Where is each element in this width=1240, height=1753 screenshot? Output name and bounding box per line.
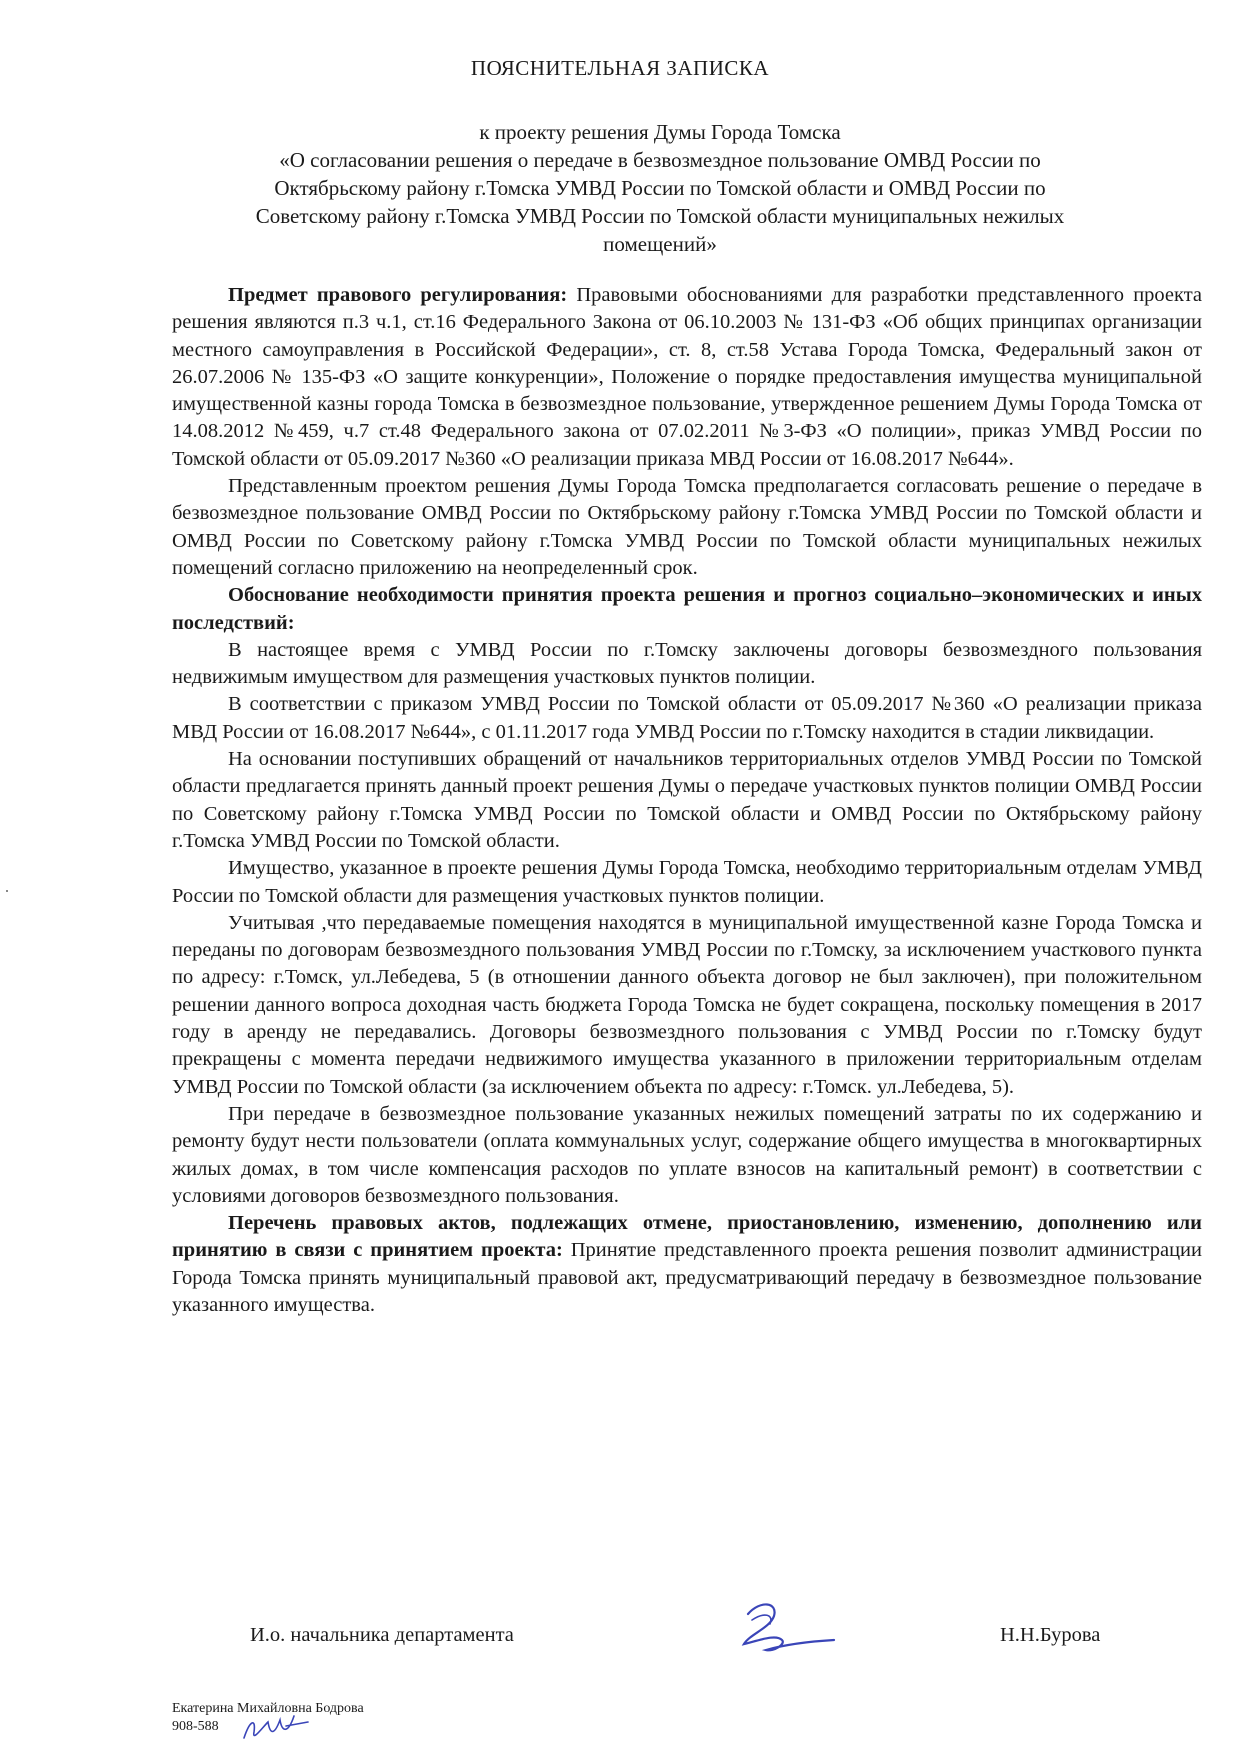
scan-artifact-dot [6, 890, 8, 892]
document-title: ПОЯСНИТЕЛЬНАЯ ЗАПИСКА [470, 56, 770, 80]
heading-legal-acts: Перечень правовых актов, подлежащих отмене, приостановлению, изменению, дополнению или принятию в связи с принятием проекта: [172, 1212, 1202, 1262]
handwritten-signature-icon [730, 1594, 840, 1658]
document-subtitle [195, 118, 1125, 258]
executor-name: Екатерина Михайловна Бодрова [172, 1701, 364, 1716]
paragraph-current-contracts: В настоящее время с УМВД России по г.Томску заключены договоры безвозмездного пользования недвижимым имуществом для размещения участковых пунктов полиции. [172, 638, 1202, 689]
subtitle-line-1: к проекту решения Думы Города Томска [479, 120, 841, 144]
heading-justification [172, 582, 1202, 637]
signature-name: Н.Н.Бурова [1000, 1624, 1101, 1646]
text-regulation-subject: Правовыми обоснованиями для разработки представленного проекта решения являются п.3 ч.1, ст.16 Федерального Закона от 06.10.2003 № 131-ФЗ «Об общих принципах организации местного самоуправления в Российской Федерации», ст. 8, ст.58 Устава Города Томска, Федеральный закон от 26.07.2006 № 135-ФЗ «О защите конкуренции», Положение о порядке предоставления имущества муниципальной имущественной казны города Томска в безвозмездное пользование, утвержденное решением Думы Города Томска от 14.08.2012 №459, ч.7 ст.48 Федерального закона от 07.02.2011 №3-ФЗ «О полиции», приказ УМВД России по Томской области от 05.09.2017 №360 «О реализации приказа МВД России от 16.08.2017 №644». [172, 284, 1203, 470]
paragraph-liquidation: В соответствии с приказом УМВД России по Томской области от 05.09.2017 №360 «О реализации приказа МВД России от 16.08.2017 №644», с 01.11.2017 года УМВД России по г.Томску находится в стадии ликвидации. [172, 693, 1202, 743]
paragraph-maintenance: При передаче в безвозмездное пользование указанных нежилых помещений затраты по их содержанию и ремонту будут нести пользователи (оплата коммунальных услуг, содержание общего имущества в многоквартирных жилых домах, в том числе компенсация расходов по уплате взносов на капитальный ремонт) в соответствии с условиями договоров безвозмездного пользования. [172, 1102, 1202, 1207]
subtitle-line-3: Октябрьскому району г.Томска УМВД России по Томской области и ОМВД России по [274, 176, 1046, 200]
executor-signature-icon [238, 1708, 318, 1748]
text-legal-acts: Принятие представленного проекта решения позволит администрации Города Томска принять муниципальный правовой акт, предусматривающий передачу в безвозмездное пользование указанного имущества. [172, 1239, 1202, 1316]
paragraph-legal-acts [172, 1210, 1202, 1319]
subtitle-line-5: помещений» [603, 232, 717, 256]
paragraph-property-need: Имущество, указанное в проекте решения Думы Города Томска, необходимо территориальным отделам УМВД России по Томской области для размещения участковых пунктов полиции. [172, 857, 1202, 907]
executor-phone: 908-588 [172, 1719, 219, 1734]
subtitle-line-2: «О согласовании решения о передаче в безвозмездное пользование ОМВД России по [279, 148, 1041, 172]
signature-role: И.о. начальника департамента [250, 1624, 514, 1646]
heading-justification-text: Обоснование необходимости принятия проекта решения и прогноз социально–экономических и иных последствий: [172, 584, 1202, 634]
paragraph-project-purpose: Представленным проектом решения Думы Города Томска предполагается согласовать решение о передаче в безвозмездное пользование ОМВД России по Октябрьскому району г.Томска УМВД России по Томской области и ОМВД России по Советскому району г.Томска УМВД России по Томской области муниципальных нежилых помещений согласно приложению на неопределенный срок. [172, 475, 1202, 579]
document-body [172, 282, 1202, 1319]
paragraph-requests: На основании поступивших обращений от начальников территориальных отделов УМВД России по Томской области предлагается принять данный проект решения Думы о передаче участковых пунктов полиции ОМВД России по Советскому району г.Томска УМВД России по Томской области и ОМВД России по Октябрьскому району г.Томска УМВД России по Томской области. [172, 748, 1202, 852]
paragraph-regulation-subject [172, 282, 1202, 473]
paragraph-budget-impact: Учитывая ,что передаваемые помещения находятся в муниципальной имущественной казне Города Томска и переданы по договорам безвозмездного пользования УМВД России по г.Томску, за исключением участкового пункта по адресу: г.Томск, ул.Лебедева, 5 (в отношении данного объекта договор не был заключен), при положительном решении данного вопроса доходная часть бюджета Города Томска не будет сокращена, поскольку помещения в 2017 году в аренду не передавались. Договоры безвозмездного пользования с УМВД России по г.Томску будут прекращены с момента передачи недвижимого имущества указанного в приложении территориальным отделам УМВД России по Томской области (за исключением объекта по адресу: г.Томск. ул.Лебедева, 5). [172, 911, 1202, 1098]
subtitle-line-4: Советскому району г.Томска УМВД России по Томской области муниципальных нежилых [255, 204, 1065, 228]
heading-regulation-subject: Предмет правового регулирования: [228, 284, 568, 306]
